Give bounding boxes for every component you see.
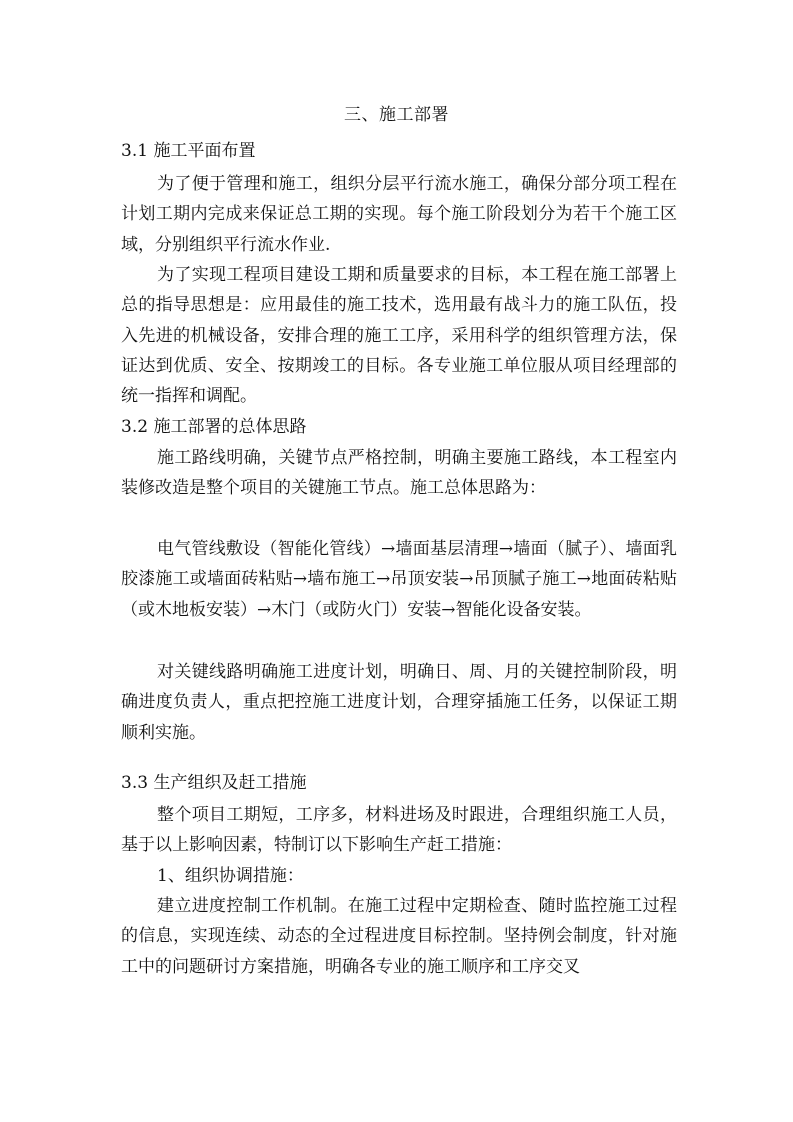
paragraph-3-3-a: 整个项目工期短，工序多，材料进场及时跟进，合理组织施工人员，基于以上影响因素，特制订以下影响生产赶工措施：	[121, 805, 677, 856]
paragraph-3-2-a: 施工路线明确，关键节点严格控制，明确主要施工路线，本工程室内装修改造是整个项目的关键施工节点。施工总体思路为：	[121, 448, 677, 499]
paragraph-3-3-b: 建立进度控制工作机制。在施工过程中定期检查、随时监控施工过程的信息，实现连续、动态的全过程进度目标控制。坚持例会制度，针对施工中的问题研讨方案措施，明确各专业的施工顺序和工序交叉	[121, 896, 677, 977]
section-heading-3-1: 3.1 施工平面布置	[121, 141, 256, 161]
list-heading-organization-measures: 1、组织协调措施：	[157, 866, 304, 886]
paragraph-3-2-b: 电气管线敷设（智能化管线）→墙面基层清理→墙面（腻子）、墙面乳胶漆施工或墙面砖粘贴→墙布施工→吊顶安装→吊顶腻子施工→地面砖粘贴（或木地板安装）→木门（或防火门）安装→智能化设备安装。	[121, 539, 677, 620]
paragraph-3-1-a: 为了便于管理和施工，组织分层平行流水施工，确保分部分项工程在计划工期内完成来保证总工期的实现。每个施工阶段划分为若干个施工区域，分别组织平行流水作业.	[121, 174, 677, 255]
section-heading-3-3: 3.3 生产组织及赶工措施	[121, 773, 307, 793]
page-title: 三、施工部署	[344, 105, 449, 125]
paragraph-3-1-b: 为了实现工程项目建设工期和质量要求的目标，本工程在施工部署上总的指导思想是：应用最佳的施工技术，选用最有战斗力的施工队伍，投入先进的机械设备，安排合理的施工工序，采用科学的组织管理方法，保证达到优质、安全、按期竣工的目标。各专业施工单位服从项目经理部的统一指挥和调配。	[121, 265, 677, 407]
section-heading-3-2: 3.2 施工部署的总体思路	[121, 417, 307, 437]
paragraph-3-2-c: 对关键线路明确施工进度计划，明确日、周、月的关键控制阶段，明确进度负责人，重点把控施工进度计划，合理穿插施工任务，以保证工期顺利实施。	[121, 662, 677, 743]
